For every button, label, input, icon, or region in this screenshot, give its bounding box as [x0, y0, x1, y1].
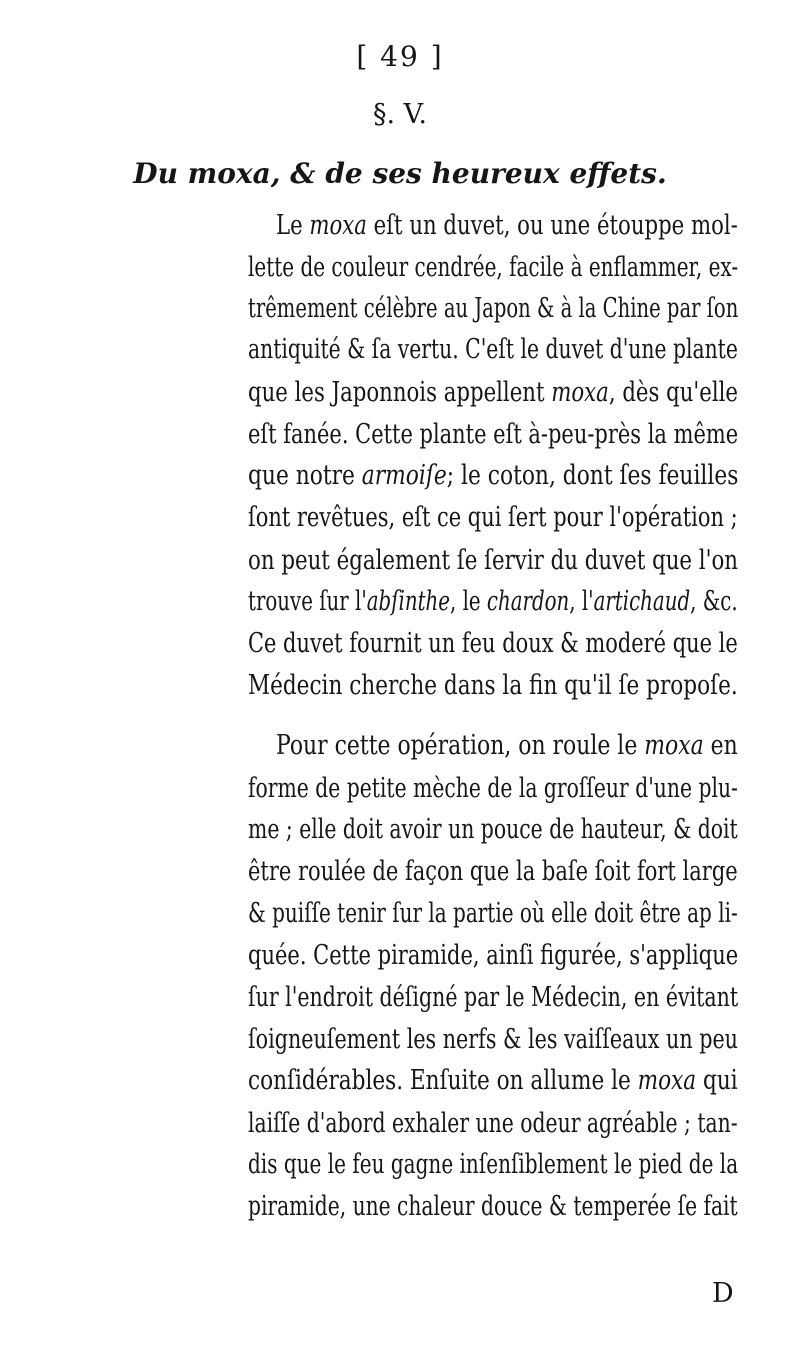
text-run: quée. Cette piramide, ainſi figurée, s'applique — [248, 940, 739, 971]
text-line — [248, 504, 738, 531]
text-line — [248, 1151, 738, 1178]
text-run: , dès qu'elle — [608, 377, 738, 408]
text-run: que notre — [248, 460, 362, 491]
text-run: , l' — [569, 586, 594, 617]
text-line — [248, 672, 738, 699]
text-run: Pour cette opération, on roule le — [276, 730, 645, 761]
text-line — [276, 212, 738, 239]
text-line — [248, 984, 738, 1011]
text-line — [248, 1193, 738, 1220]
text-run: trouve ſur l' — [248, 586, 367, 617]
text-run: Ce duvet fournit un feu doux & moderé que le — [248, 628, 738, 659]
text-line — [248, 1067, 738, 1094]
text-line — [248, 462, 738, 489]
text-run: dis que le feu gagne inſenſiblement le pied de la — [248, 1149, 739, 1180]
text-run: Médecin cherche dans la fin qu'il ſe propoſe. — [248, 670, 738, 701]
text-run: me ; elle doit avoir un pouce de hauteur, & doit — [248, 814, 738, 845]
text-run: être roulée de façon que la baſe ſoit fort large — [248, 856, 738, 887]
text-run: lette de couleur cendrée, facile à enflammer, ex- — [248, 252, 739, 283]
italic-word: armoiſe — [361, 460, 447, 491]
text-run: eſt un duvet, ou une étouppe mol- — [366, 210, 738, 241]
text-run: trêmement célèbre au Japon & à la Chine par ſon — [248, 293, 739, 324]
section-mark: §. V. — [372, 99, 428, 130]
text-line — [248, 900, 738, 927]
italic-word: moxa — [637, 1065, 697, 1096]
text-line — [248, 630, 738, 657]
text-line — [248, 588, 738, 615]
text-run: ſont revêtues, eſt ce qui ſert pour l'opération ; — [248, 502, 738, 533]
italic-word: moxa — [644, 730, 704, 761]
italic-word: chardon — [486, 586, 570, 617]
text-line — [248, 1026, 738, 1053]
page-number: [ 49 ] — [356, 40, 444, 73]
text-run: qui — [696, 1065, 738, 1096]
italic-word: artichaud — [593, 586, 691, 617]
text-line — [248, 336, 738, 363]
text-run: antiquité & ſa vertu. C'eſt le duvet d'une plante — [248, 334, 738, 365]
text-run: eſt fanée. Cette plante eſt à-peu-près la même — [248, 419, 739, 450]
text-run: conſidérables. Enſuite on allume le — [248, 1065, 638, 1096]
text-line — [248, 379, 738, 406]
text-run: Le — [276, 210, 310, 241]
text-line — [248, 295, 738, 322]
text-run: , &c. — [690, 586, 738, 617]
text-line — [276, 732, 738, 759]
italic-word: moxa — [309, 210, 367, 241]
italic-word: moxa — [551, 377, 609, 408]
text-run: ; le coton, dont ſes feuilles — [446, 460, 739, 491]
italic-word: abſinthe — [366, 586, 450, 617]
text-run: & puiſſe tenir ſur la partie où elle doit être ap li- — [248, 898, 738, 929]
text-run: laiſſe d'abord exhaler une odeur agréable ; tan- — [248, 1108, 738, 1139]
text-line — [248, 775, 738, 802]
text-run: que les Japonnois appellent — [248, 377, 552, 408]
text-line — [248, 942, 738, 969]
text-line — [248, 547, 738, 574]
text-line — [248, 254, 738, 281]
text-run: ſoigneuſement les nerfs & les vaiſſeaux un peu — [248, 1024, 738, 1055]
text-run: forme de petite mèche de la groſſeur d'une plu- — [248, 773, 738, 804]
signature-mark: D — [712, 1278, 734, 1309]
text-line — [248, 858, 738, 885]
text-run: ſur l'endroit déſigné par le Médecin, en évitant — [248, 982, 739, 1013]
section-title: Du moxa, & de ses heureux effets. — [133, 157, 667, 190]
text-run: en — [703, 730, 738, 761]
text-run: piramide, une chaleur douce & temperée ſe fait — [248, 1191, 738, 1222]
text-run: , le — [449, 586, 487, 617]
text-line — [248, 1110, 738, 1137]
text-line — [248, 421, 738, 448]
text-line — [248, 816, 738, 843]
text-run: on peut également ſe ſervir du duvet que l'on — [248, 545, 739, 576]
